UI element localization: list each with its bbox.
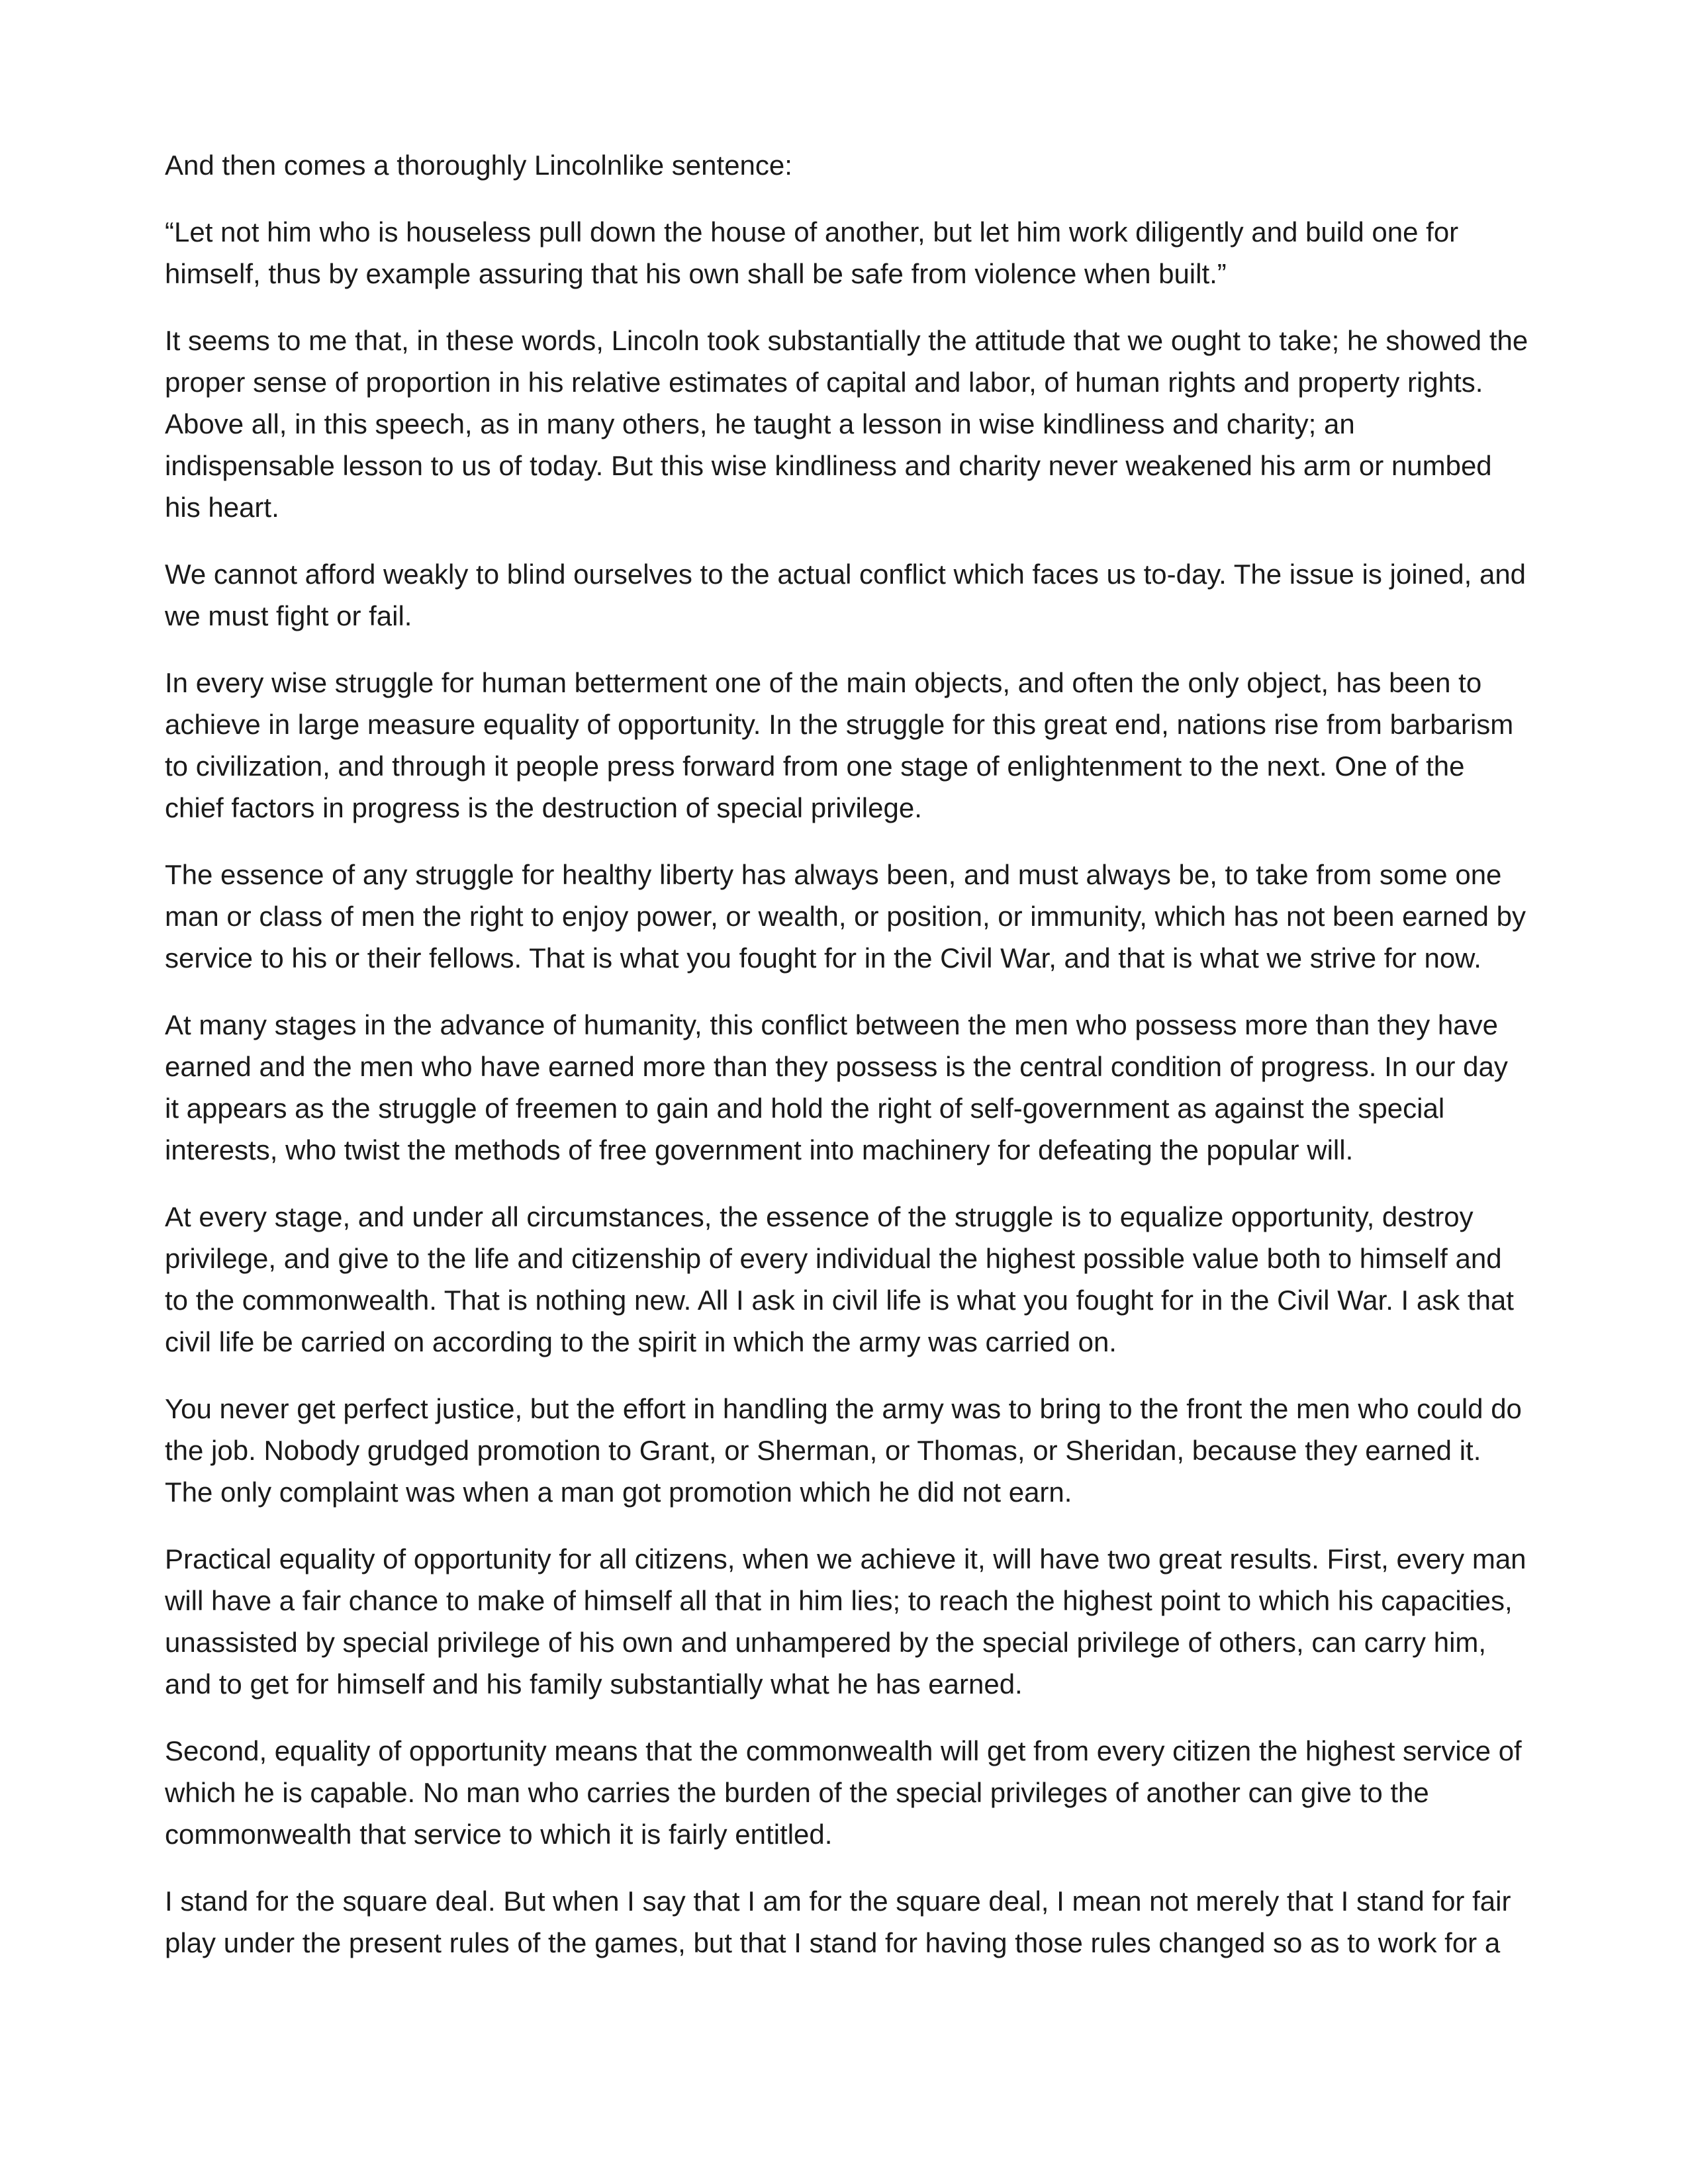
paragraph: Practical equality of opportunity for all citizens, when we achieve it, will have two great results. First, every man will have a fair chance to make of himself all that in him lies; to reach the highest point to which his capacities, unassisted by special privilege of his own and unhampered by the special privilege of others, can carry him, and to get for himself and his family substantially what he has earned. xyxy=(165,1543,1526,1700)
paragraph: We cannot afford weakly to blind ourselves to the actual conflict which faces us to-day. The issue is joined, and we must fight or fail. xyxy=(165,559,1526,631)
paragraph: The essence of any struggle for healthy liberty has always been, and must always be, to take from some one man or class of men the right to enjoy power, or wealth, or position, or immunity, which has not been earned by service to his or their fellows. That is what you fought for in the Civil War, and that is what we strive for now. xyxy=(165,859,1526,974)
paragraph: Second, equality of opportunity means that the commonwealth will get from every citizen the highest service of which he is capable. No man who carries the burden of the special privileges of another can give to the commonwealth that service to which it is fairly entitled. xyxy=(165,1735,1522,1850)
paragraph: You never get perfect justice, but the effort in handling the army was to bring to the front the men who could do the job. Nobody grudged promotion to Grant, or Sherman, or Thomas, or Sheridan, because they earned it. The only complaint was when a man got promotion which he did not earn. xyxy=(165,1393,1522,1508)
document-body xyxy=(165,144,1528,1989)
paragraph: In every wise struggle for human betterment one of the main objects, and often the only object, has been to achieve in large measure equality of opportunity. In the struggle for this great end, nations rise from barbarism to civilization, and through it people press forward from one stage of enlightenment to the next. One of the chief factors in progress is the destruction of special privilege. xyxy=(165,667,1514,823)
paragraph: It seems to me that, in these words, Lincoln took substantially the attitude that we ought to take; he showed the proper sense of proportion in his relative estimates of capital and labor, of human rights and property rights. Above all, in this speech, as in many others, he taught a lesson in wise kindliness and charity; an indispensable lesson to us of today. But this wise kindliness and charity never weakened his arm or numbed his heart. xyxy=(165,325,1528,523)
paragraph: “Let not him who is houseless pull down the house of another, but let him work diligently and build one for himself, thus by example assuring that his own shall be safe from violence when built.” xyxy=(165,216,1459,289)
paragraph: At every stage, and under all circumstances, the essence of the struggle is to equalize opportunity, destroy privilege, and give to the life and citizenship of every individual the highest possible value both to himself and to the commonwealth. That is nothing new. All I ask in civil life is what you fought for in the Civil War. I ask that civil life be carried on according to the spirit in which the army was carried on. xyxy=(165,1201,1514,1357)
paragraph: At many stages in the advance of humanity, this conflict between the men who possess more than they have earned and the men who have earned more than they possess is the central condition of progress. In our day it appears as the struggle of freemen to gain and hold the right of self-government as against the special interests, who twist the methods of free government into machinery for defeating the popular will. xyxy=(165,1009,1508,1165)
paragraph: I stand for the square deal. But when I say that I am for the square deal, I mean not merely that I stand for fair play under the present rules of the games, but that I stand for having those rules changed so as to work for a xyxy=(165,1886,1511,1958)
paragraph: And then comes a thoroughly Lincolnlike sentence: xyxy=(165,150,792,181)
